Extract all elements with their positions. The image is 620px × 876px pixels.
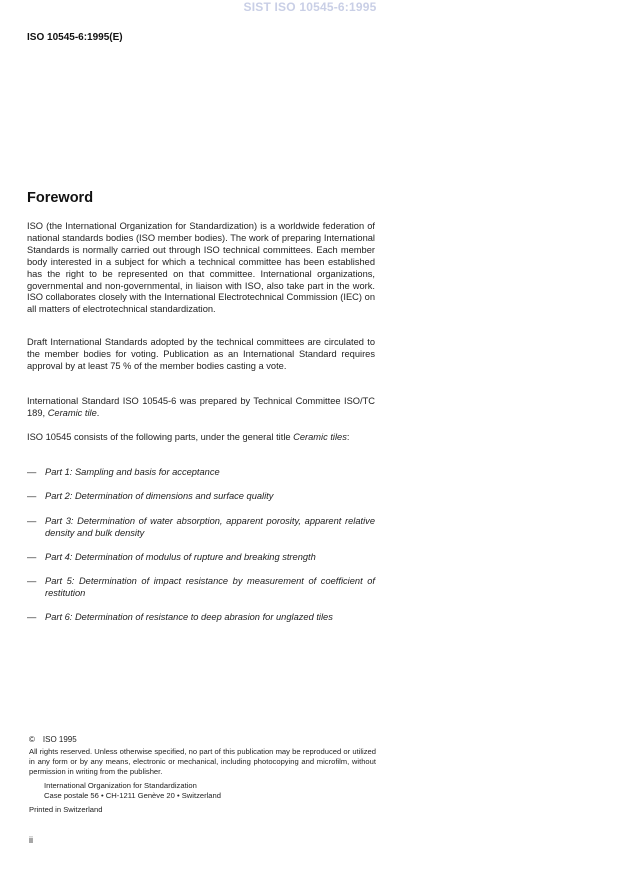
parts-intro-text: ISO 10545 consists of the following parts, under the general title: [27, 432, 294, 442]
publisher-postal: Case postale 56 • CH-1211 Genève 20 • Switzerland: [44, 791, 221, 800]
publisher-name: International Organization for Standardization: [44, 781, 197, 790]
page-title: Foreword: [27, 190, 94, 206]
list-item-text: Part 4: Determination of modulus of rupture and breaking strength: [45, 552, 316, 562]
copyright-text: ISO 1995: [42, 735, 77, 744]
list-item-text: Part 2: Determination of dimensions and surface quality: [45, 491, 274, 501]
prepared-by-end: .: [96, 407, 100, 418]
paragraph-parts-intro: [27, 432, 375, 444]
list-item-part-2: [27, 491, 375, 503]
list-item-part-1: [27, 467, 375, 479]
prepared-by-text: International Standard ISO 10545-6 was prepared by Technical Committee ISO/TC 189,: [27, 396, 375, 418]
copyright-line: [29, 735, 77, 744]
committee-title: Ceramic tile: [47, 407, 97, 418]
parts-intro-end: :: [346, 432, 350, 442]
publisher-address: [44, 781, 221, 801]
list-item-part-3: [27, 516, 375, 540]
list-item-text: Part 5: Determination of impact resistance by measurement of coefficient of restitution: [45, 576, 375, 598]
page-number: ii: [29, 835, 33, 845]
paragraph-prepared-by: [27, 396, 375, 420]
list-dash: —: [27, 612, 37, 622]
list-item-part-5: [27, 576, 375, 600]
printed-in: Printed in Switzerland: [29, 805, 103, 814]
standard-identifier: ISO 10545-6:1995(E): [27, 32, 123, 43]
list-dash: —: [27, 552, 37, 562]
list-dash: —: [27, 516, 37, 526]
copyright-icon: ©: [29, 735, 35, 744]
paragraph-draft-standards: Draft International Standards adopted by the technical committees are circulated to the member bodies for voting. Publication as an International Standard requires approval by at least 75 % of the member bodies casting a vote.: [27, 337, 375, 371]
list-item-text: Part 6: Determination of resistance to deep abrasion for unglazed tiles: [45, 612, 333, 622]
list-item-part-6: [27, 612, 375, 624]
list-item-part-4: [27, 552, 375, 564]
general-title: Ceramic tiles: [293, 432, 347, 442]
list-dash: —: [27, 491, 37, 501]
list-dash: —: [27, 467, 37, 477]
list-item-text: Part 3: Determination of water absorption, apparent porosity, apparent relative density and bulk density: [45, 516, 375, 538]
rights-notice: All rights reserved. Unless otherwise specified, no part of this publication may be reproduced or utilized in any form or by any means, electronic or mechanical, including photocopying and microfilm, without permission in writing from the publisher.: [29, 747, 376, 776]
watermark: SIST ISO 10545-6:1995: [243, 0, 377, 14]
paragraph-iso-intro: ISO (the International Organization for Standardization) is a worldwide federation of national standards bodies (ISO member bodies). The work of preparing International Standards is normally carried out through ISO technical committees. Each member body interested in a subject for which a technical committee has been established has the right to be represented on that committee. International organizations, governmental and non-governmental, in liaison with ISO, also take part in the work. ISO collaborates closely with the International Electrotechnical Commission (IEC) on all matters of electrotechnical standardization.: [27, 221, 375, 315]
list-item-text: Part 1: Sampling and basis for acceptance: [45, 467, 220, 477]
list-dash: —: [27, 576, 37, 586]
